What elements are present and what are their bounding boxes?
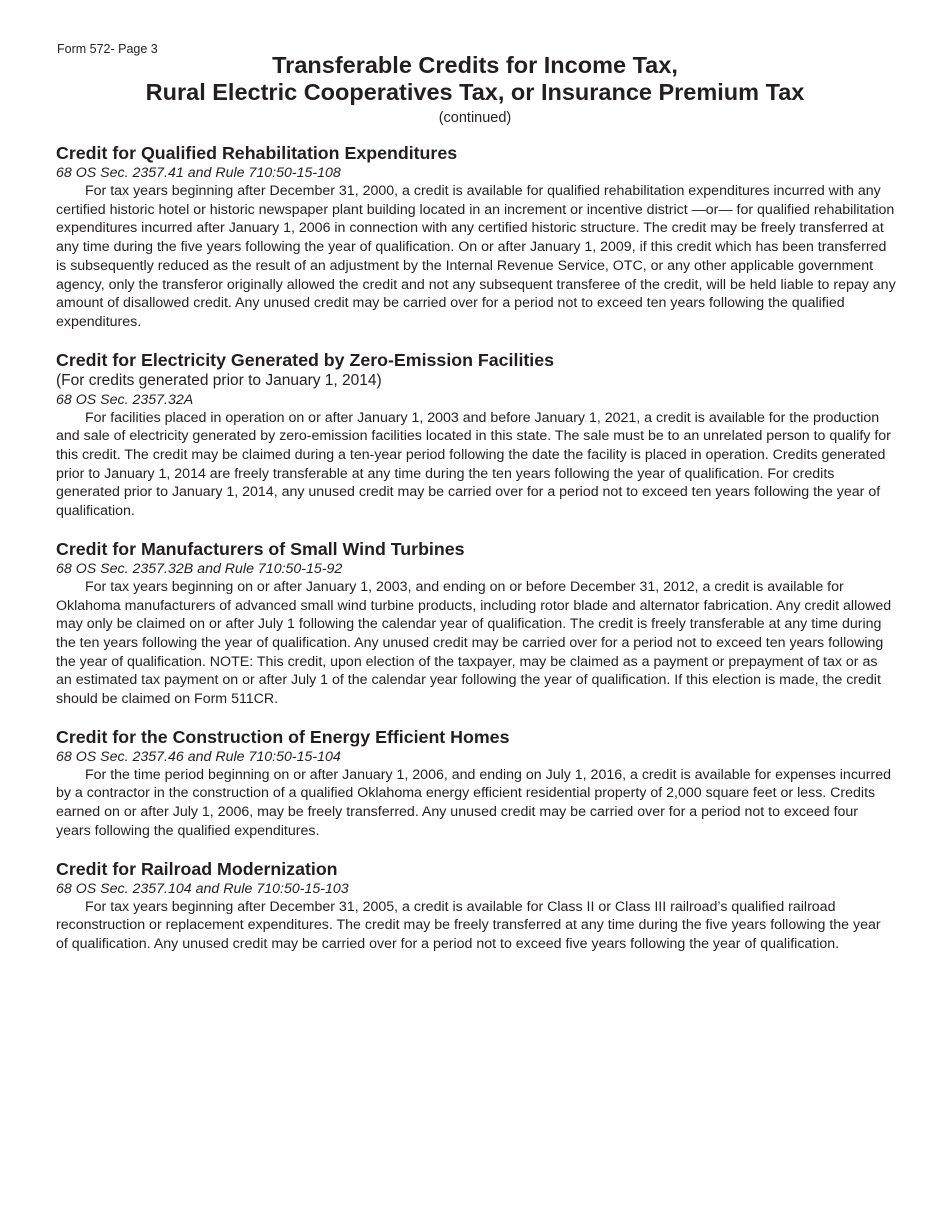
section-heading: Credit for the Construction of Energy Efficient Homes	[56, 726, 510, 747]
section-citation: 68 OS Sec. 2357.46 and Rule 710:50-15-104	[56, 748, 341, 765]
section-body: For tax years beginning on or after January 1, 2003, and ending on or before December 31, 2012, a credit is available for Oklahoma manufacturers of advanced small wind turbine products, including rotor blade and alternator fabrication. Any credit allowed may only be claimed on or after July 1 following the calendar year of qualification. The credit is freely transferable at any time during the ten years following the year of qualification. Any unused credit may be carried over for a period not to exceed ten years following the year of qualification. NOTE: This credit, upon election of the taxpayer, may be claimed as a payment or prepayment of tax or as an estimated tax payment on or after July 1 of the calendar year following the year of qualification. If this election is made, the credit should be claimed on Form 511CR.	[56, 578, 892, 708]
section-zero-emission-facilities	[56, 349, 896, 521]
section-subheading: (For credits generated prior to January 1, 2014)	[56, 371, 382, 389]
document-content	[56, 142, 896, 954]
section-citation: 68 OS Sec. 2357.32A	[56, 391, 194, 408]
title-line-1: Transferable Credits for Income Tax,	[272, 52, 678, 78]
section-citation: 68 OS Sec. 2357.41 and Rule 710:50-15-108	[56, 165, 341, 181]
section-body: For tax years beginning after December 31, 2005, a credit is available for Class II or Class III railroad’s qualified railroad reconstruction or replacement expenditures. The credit may be freely transferred at any time during the five years following the year of qualification. Any unused credit may be carried over for a period not to exceed five years following the year of qualification.	[56, 898, 881, 952]
title-block	[0, 52, 950, 127]
section-railroad-modernization	[56, 858, 896, 954]
section-small-wind-turbines	[56, 538, 896, 709]
section-energy-efficient-homes	[56, 726, 896, 841]
section-body: For tax years beginning after December 31, 2000, a credit is available for qualified rehabilitation expenditures incurred with any certified historic hotel or historic newspaper plant building located in an increment or incentive district —or— for qualified rehabilitation expenditures incurred after January 1, 2006 in connection with any certified historic structure. The credit may be freely transferred at any time during the five years following the year of qualification. On or after January 1, 2009, if this credit which has been transferred is subsequently reduced as the result of an adjustment by the Internal Revenue Service, OTC, or any other applicable government agency, only the transferor originally allowed the credit and not any subsequent transferee of the credit, will be held liable to repay any amount of disallowed credit. Any unused credit may be carried over for a period not to exceed ten years following the qualified expenditures.	[56, 183, 896, 330]
section-heading: Credit for Qualified Rehabilitation Expenditures	[56, 143, 458, 163]
section-heading: Credit for Manufacturers of Small Wind Turbines	[56, 538, 465, 559]
section-rehabilitation-expenditures	[56, 142, 896, 332]
form-page-label: Form 572- Page 3	[57, 42, 158, 56]
continued-note: (continued)	[438, 110, 512, 126]
section-heading: Credit for Railroad Modernization	[56, 858, 338, 879]
section-body: For the time period beginning on or after January 1, 2006, and ending on July 1, 2016, a credit is available for expenses incurred by a contractor in the construction of a qualified Oklahoma energy efficient residential property of 2,000 square feet or less. Credits earned on or after July 1, 2006, may be freely transferred. Any unused credit may be carried over for a period not to exceed four years following the qualified expenditures.	[56, 766, 892, 839]
section-citation: 68 OS Sec. 2357.32B and Rule 710:50-15-92	[56, 560, 343, 577]
section-body: For facilities placed in operation on or after January 1, 2003 and before January 1, 2021, a credit is available for the production and sale of electricity generated by zero-emission facilities located in this state. The sale must be to an unrelated person to qualify for this credit. The credit may be claimed during a ten-year period following the date the facility is placed in operation. Credits generated prior to January 1, 2014 are freely transferable at any time during the ten years following the year of qualification. For credits generated prior to January 1, 2014, any unused credit may be carried over for a period not to exceed ten years following the year of qualification.	[56, 409, 891, 520]
section-citation: 68 OS Sec. 2357.104 and Rule 710:50-15-103	[56, 880, 349, 897]
title-line-2: Rural Electric Cooperatives Tax, or Insurance Premium Tax	[145, 79, 805, 105]
section-heading: Credit for Electricity Generated by Zero-Emission Facilities	[56, 349, 555, 370]
